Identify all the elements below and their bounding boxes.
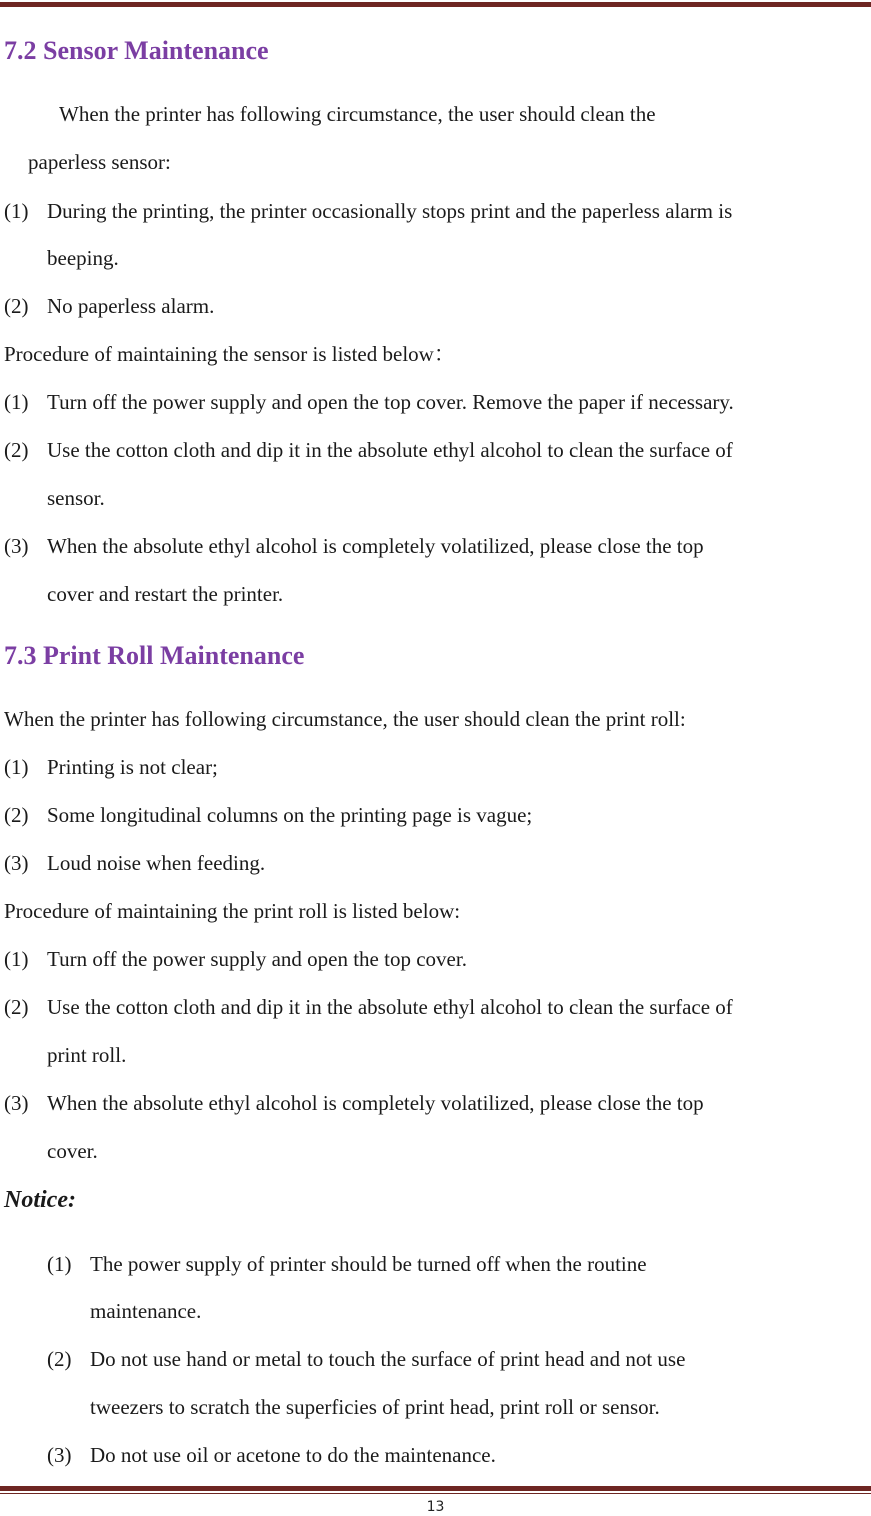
sensor-intro-line2: paperless sensor: bbox=[28, 150, 171, 174]
list-number: (3) bbox=[4, 851, 29, 875]
list-item-text: print roll. bbox=[47, 1043, 127, 1067]
section-heading-print-roll: 7.3 Print Roll Maintenance bbox=[4, 641, 305, 670]
list-number: (2) bbox=[4, 294, 29, 318]
notice-heading: Notice: bbox=[4, 1187, 76, 1213]
list-item-text: When the absolute ethyl alcohol is completely volatilized, please close the top bbox=[47, 1091, 704, 1115]
list-number: (1) bbox=[4, 199, 29, 223]
list-item-text: Use the cotton cloth and dip it in the absolute ethyl alcohol to clean the surface of bbox=[47, 438, 733, 462]
page-number: 13 bbox=[426, 1499, 445, 1515]
list-item-text: Do not use hand or metal to touch the surface of print head and not use bbox=[90, 1347, 686, 1371]
header-rule bbox=[0, 2, 871, 7]
list-item-text: Some longitudinal columns on the printing page is vague; bbox=[47, 803, 533, 827]
roll-intro: When the printer has following circumstance, the user should clean the print roll: bbox=[4, 707, 686, 731]
list-number: (3) bbox=[47, 1443, 72, 1467]
list-number: (1) bbox=[47, 1252, 72, 1276]
sensor-intro-line1: When the printer has following circumstance, the user should clean the bbox=[59, 102, 656, 126]
list-item-text: cover. bbox=[47, 1139, 98, 1163]
list-item-text: When the absolute ethyl alcohol is completely volatilized, please close the top bbox=[47, 534, 704, 558]
list-number: (2) bbox=[4, 803, 29, 827]
list-item-text: Do not use oil or acetone to do the maintenance. bbox=[90, 1443, 496, 1467]
list-number: (2) bbox=[4, 438, 29, 462]
sensor-procedure-intro: Procedure of maintaining the sensor is listed below： bbox=[4, 342, 455, 366]
list-number: (2) bbox=[4, 995, 29, 1019]
list-item-text: The power supply of printer should be turned off when the routine bbox=[90, 1252, 647, 1276]
section-heading-sensor: 7.2 Sensor Maintenance bbox=[4, 36, 269, 65]
list-item-text: Turn off the power supply and open the top cover. bbox=[47, 947, 467, 971]
list-item-text: beeping. bbox=[47, 246, 119, 270]
list-number: (1) bbox=[4, 947, 29, 971]
list-item-text: Loud noise when feeding. bbox=[47, 851, 266, 875]
list-item-text: Use the cotton cloth and dip it in the absolute ethyl alcohol to clean the surface of bbox=[47, 995, 733, 1019]
list-item-text: Turn off the power supply and open the top cover. Remove the paper if necessary. bbox=[47, 390, 734, 414]
list-number: (3) bbox=[4, 1091, 29, 1115]
footer-rule-thin bbox=[0, 1493, 871, 1494]
list-item-text: No paperless alarm. bbox=[47, 294, 215, 318]
list-number: (1) bbox=[4, 755, 29, 779]
list-item-text: Printing is not clear; bbox=[47, 755, 218, 779]
roll-procedure-intro: Procedure of maintaining the print roll is listed below: bbox=[4, 899, 461, 923]
list-item-text: During the printing, the printer occasionally stops print and the paperless alarm is bbox=[47, 199, 733, 223]
list-number: (1) bbox=[4, 390, 29, 414]
list-item-text: cover and restart the printer. bbox=[47, 582, 284, 606]
footer-rule bbox=[0, 1486, 871, 1491]
list-number: (3) bbox=[4, 534, 29, 558]
list-item-text: maintenance. bbox=[90, 1299, 202, 1323]
list-item-text: tweezers to scratch the superficies of print head, print roll or sensor. bbox=[90, 1395, 660, 1419]
list-item-text: sensor. bbox=[47, 486, 105, 510]
list-number: (2) bbox=[47, 1347, 72, 1371]
